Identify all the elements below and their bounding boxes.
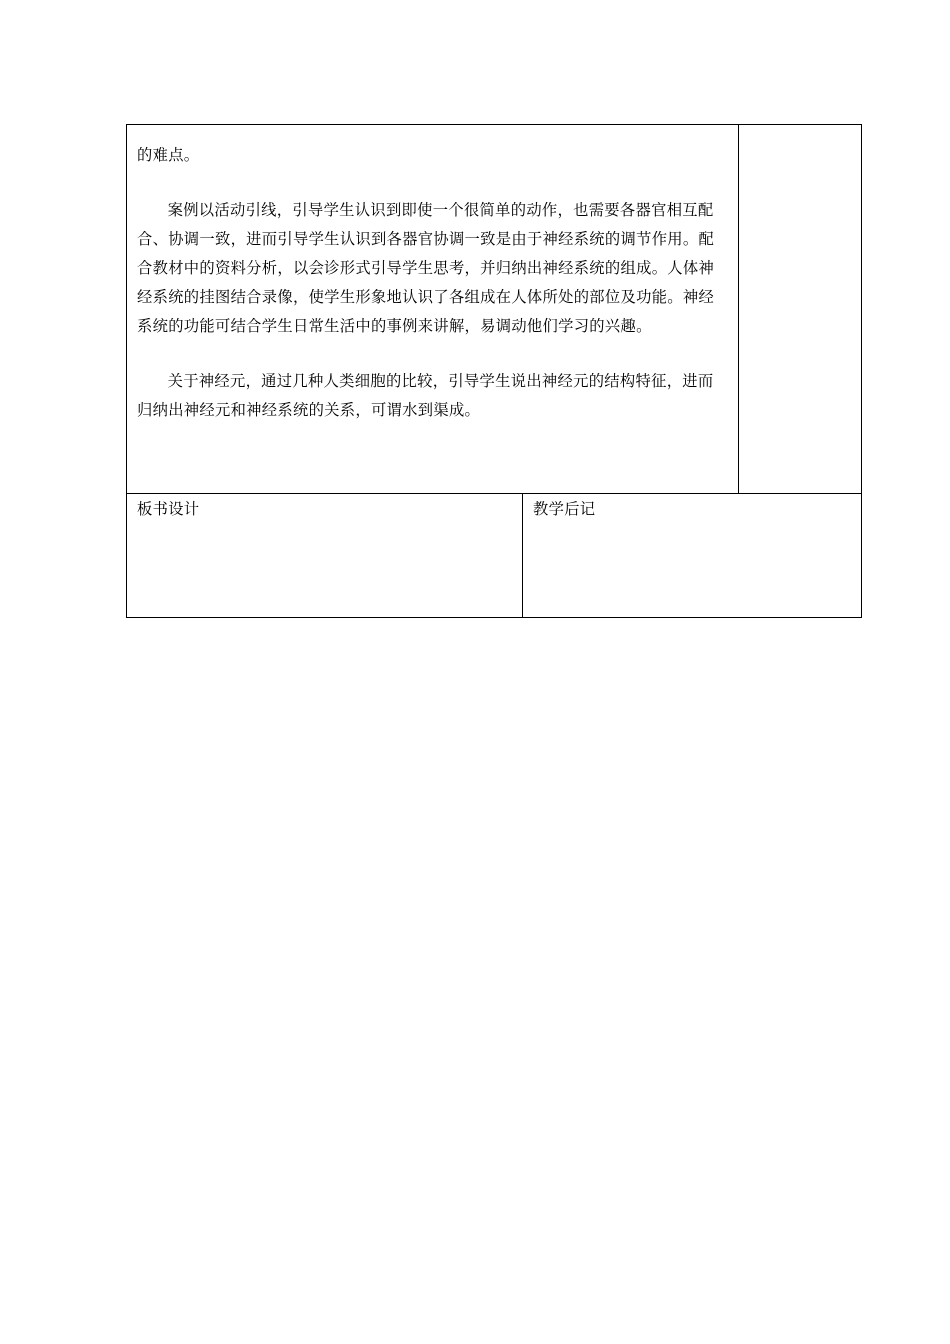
bottom-column-divider xyxy=(522,494,523,617)
continued-line: 的难点。 xyxy=(137,146,200,164)
bottom-row xyxy=(126,493,862,618)
teaching-notes-label: 教学后记 xyxy=(533,500,596,518)
reflection-text xyxy=(137,141,723,425)
teaching-reflection-row xyxy=(126,124,862,494)
column-divider xyxy=(738,125,739,493)
paragraph-neuron: 关于神经元，通过几种人类细胞的比较，引导学生说出神经元的结构特征，进而归纳出神经元和神经系统的关系，可谓水到渠成。 xyxy=(137,372,714,419)
board-design-label: 板书设计 xyxy=(137,500,200,518)
paragraph-activity-case: 案例以活动引线，引导学生认识到即使一个很简单的动作，也需要各器官相互配合、协调一致，进而引导学生认识到各器官协调一致是由于神经系统的调节作用。配合教材中的资料分析，以会诊形式引导学生思考，并归纳出神经系统的组成。人体神经系统的挂图结合录像，使学生形象地认识了各组成在人体所处的部位及功能。神经系统的功能可结合学生日常生活中的事例来讲解，易调动他们学习的兴趣。 xyxy=(137,201,715,335)
